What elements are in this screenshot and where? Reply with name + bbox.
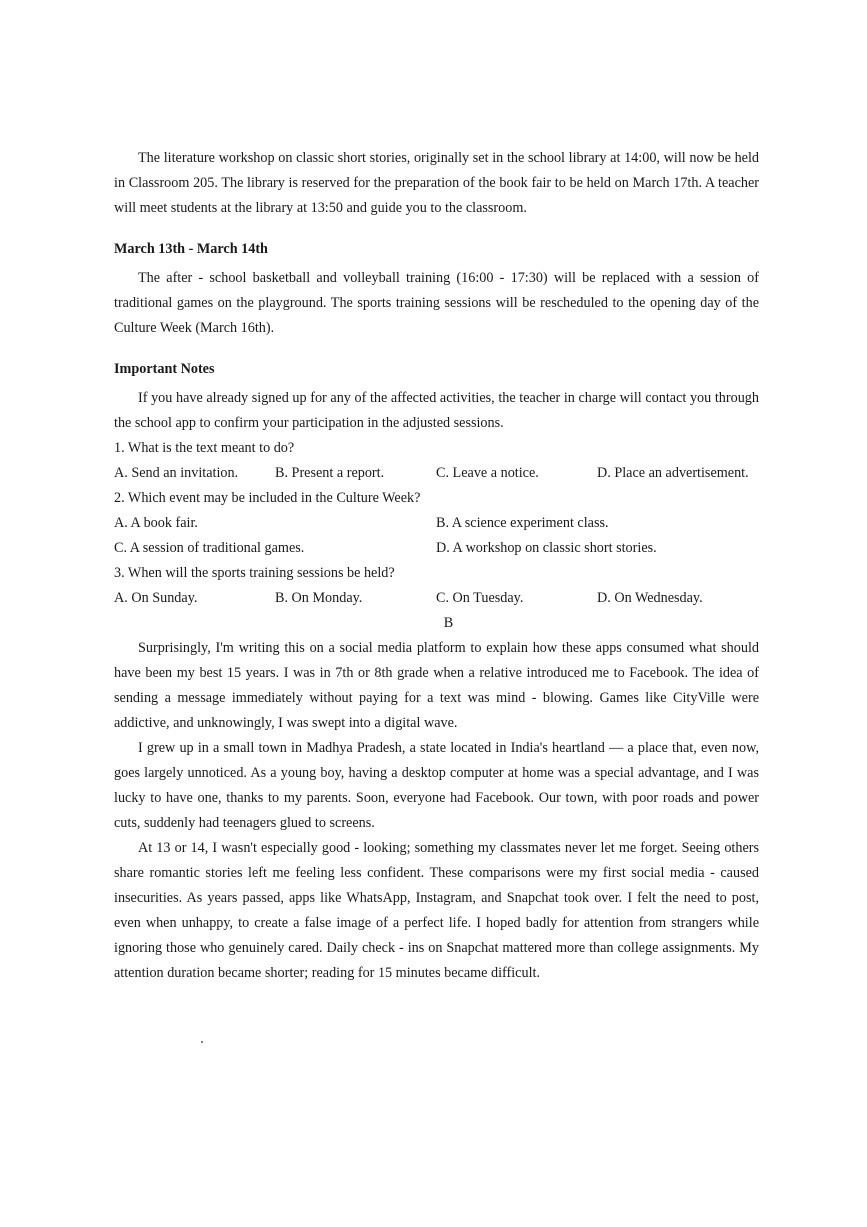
- option-c: C. Leave a notice.: [436, 465, 539, 481]
- question-2: 2. Which event may be included in the Culture Week?: [114, 490, 421, 506]
- question-2-options-row-1: [114, 511, 759, 536]
- option-d: D. A workshop on classic short stories.: [436, 540, 657, 556]
- passage-b-paragraph-1: Surprisingly, I'm writing this on a social media platform to explain how these apps consumed what should have been my best 15 years. I was in 7th or 8th grade when a relative introduced me to Facebook. The idea of sending a message immediately without paying for a text was mind - blowing. Games like CityVille were addictive, and unknowingly, I was swept into a digital wave.: [114, 640, 759, 731]
- option-a: A. On Sunday.: [114, 590, 198, 606]
- option-c: C. A session of traditional games.: [114, 540, 305, 556]
- question-3-options: [114, 586, 759, 611]
- spacer: [114, 221, 759, 237]
- question-2-options-row-2: [114, 536, 759, 561]
- option-b: B. On Monday.: [275, 590, 363, 606]
- option-b: B. Present a report.: [275, 465, 385, 481]
- option-a: A. Send an invitation.: [114, 465, 239, 481]
- scan-speck: [201, 1041, 203, 1043]
- option-d: D. Place an advertisement.: [597, 465, 749, 481]
- option-a: A. A book fair.: [114, 515, 198, 531]
- section-letter-b: B: [443, 615, 454, 631]
- passage-b-paragraph-3: At 13 or 14, I wasn't especially good - looking; something my classmates never let me forget. Seeing others share romantic stories left me feeling less confident. These comparisons were my first social media - caused insecurities. As years passed, apps like WhatsApp, Instagram, and Snapchat took over. I felt the need to post, even when unhappy, to create a false image of a perfect life. I hoped badly for attention from strangers while ignoring those who genuinely cared. Daily check - ins on Snapchat mattered more than college assignments. My attention duration became shorter; reading for 15 minutes became difficult.: [114, 840, 759, 981]
- option-c: C. On Tuesday.: [436, 590, 524, 606]
- question-1: 1. What is the text meant to do?: [114, 440, 295, 456]
- notice-paragraph-workshop: The literature workshop on classic short stories, originally set in the school library at 14:00, will now be held in Classroom 205. The library is reserved for the preparation of the book fair to be held on March 17th. A teacher will meet students at the library at 13:50 and guide you to the classroom.: [114, 150, 759, 216]
- section-heading-notes: Important Notes: [114, 361, 215, 377]
- passage-b-paragraph-2: I grew up in a small town in Madhya Pradesh, a state located in India's heartland — a place that, even now, goes largely unnoticed. As a young boy, having a desktop computer at home was a special advantage, and I was lucky to have one, thanks to my parents. Soon, everyone had Facebook. Our town, with poor roads and power cuts, suddenly had teenagers glued to screens.: [114, 740, 759, 831]
- section-heading-dates: March 13th - March 14th: [114, 241, 268, 257]
- option-b: B. A science experiment class.: [436, 515, 609, 531]
- option-d: D. On Wednesday.: [597, 590, 703, 606]
- question-1-options: [114, 461, 759, 486]
- spacer: [114, 341, 759, 357]
- document-page: [114, 146, 759, 986]
- notice-paragraph-training: The after - school basketball and volleyball training (16:00 - 17:30) will be replaced with a session of traditional games on the playground. The sports training sessions will be rescheduled to the opening day of the Culture Week (March 16th).: [114, 270, 759, 336]
- notice-paragraph-notes: If you have already signed up for any of the affected activities, the teacher in charge will contact you through the school app to confirm your participation in the adjusted sessions.: [114, 390, 759, 431]
- question-3: 3. When will the sports training sessions be held?: [114, 565, 395, 581]
